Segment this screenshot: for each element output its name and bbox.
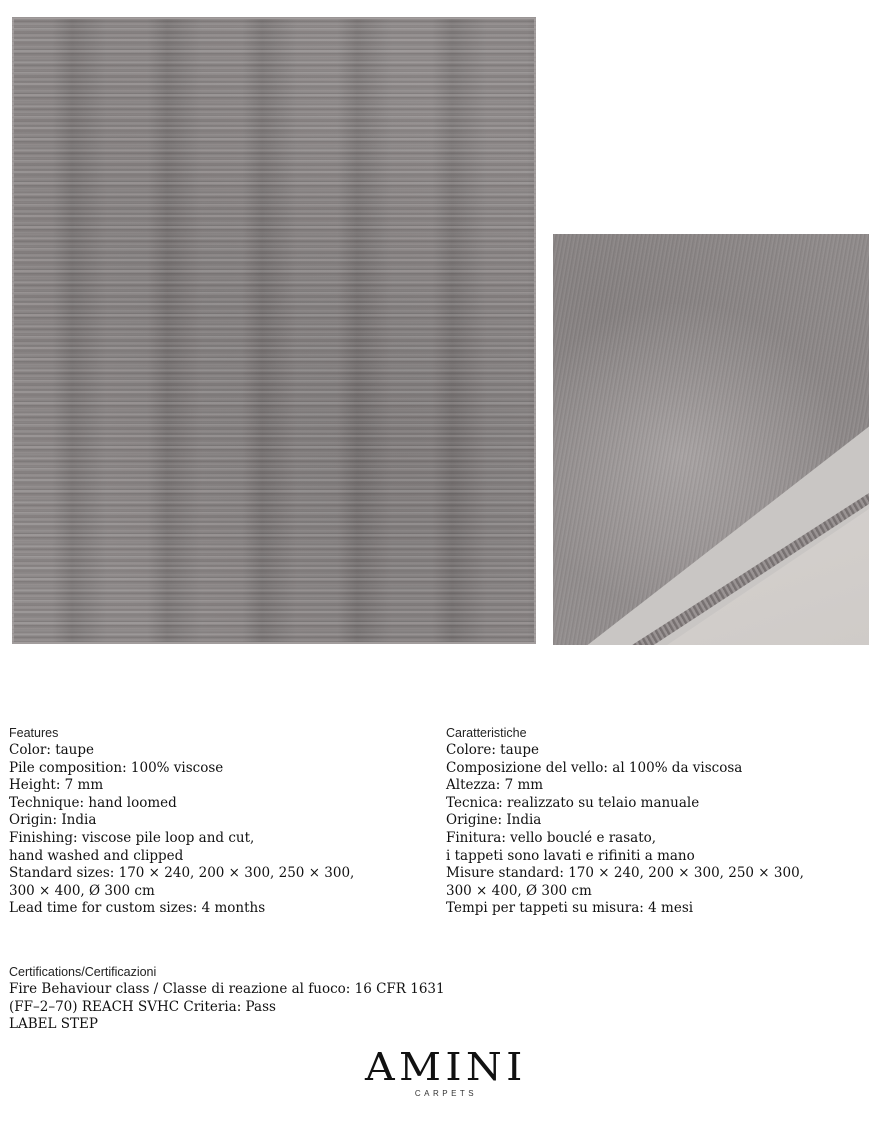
caratteristiche-line: Altezza: 7 mm [446, 777, 544, 794]
rug-detail-image [553, 234, 869, 645]
caratteristiche-line: Misure standard: 170 × 240, 200 × 300, 250 × 300, [446, 865, 804, 882]
features-line: Height: 7 mm [9, 777, 104, 794]
features-section [9, 725, 439, 918]
caratteristiche-line: 300 × 400, Ø 300 cm [446, 882, 592, 899]
features-line: Technique: hand loomed [9, 794, 177, 811]
caratteristiche-line: Composizione del vello: al 100% da viscosa [446, 759, 743, 776]
brand-logo [0, 1046, 892, 1098]
caratteristiche-section [446, 725, 876, 918]
features-line: 300 × 400, Ø 300 cm [9, 882, 155, 899]
caratteristiche-heading: Caratteristiche [446, 726, 527, 740]
caratteristiche-line: Origine: India [446, 812, 542, 829]
caratteristiche-line: i tappeti sono lavati e rifiniti a mano [446, 847, 695, 864]
brand-logo-wordmark: AMINI [365, 1045, 527, 1089]
features-line: Standard sizes: 170 × 240, 200 × 300, 250 × 300, [9, 865, 355, 882]
features-line: Lead time for custom sizes: 4 months [9, 900, 266, 917]
certifications-section [9, 964, 509, 1034]
features-line: Pile composition: 100% viscose [9, 759, 224, 776]
features-line: Origin: India [9, 812, 97, 829]
caratteristiche-line: Tecnica: realizzato su telaio manuale [446, 794, 700, 811]
certifications-line: Fire Behaviour class / Classe di reazione al fuoco: 16 CFR 1631 [9, 981, 445, 997]
features-line: Color: taupe [9, 742, 94, 758]
certifications-line: (FF–2–70) REACH SVHC Criteria: Pass [9, 998, 276, 1015]
caratteristiche-line: Finitura: vello bouclé e rasato, [446, 829, 657, 846]
rug-top-view-image [12, 17, 536, 644]
features-line: hand washed and clipped [9, 847, 184, 864]
brand-logo-subtitle: CARPETS [414, 1089, 478, 1098]
caratteristiche-line: Colore: taupe [446, 742, 539, 758]
certifications-heading: Certifications/Certificazioni [9, 965, 157, 979]
features-line: Finishing: viscose pile loop and cut, [9, 829, 255, 846]
certifications-line: LABEL STEP [9, 1016, 98, 1033]
features-heading: Features [9, 726, 59, 740]
caratteristiche-line: Tempi per tappeti su misura: 4 mesi [446, 900, 694, 917]
